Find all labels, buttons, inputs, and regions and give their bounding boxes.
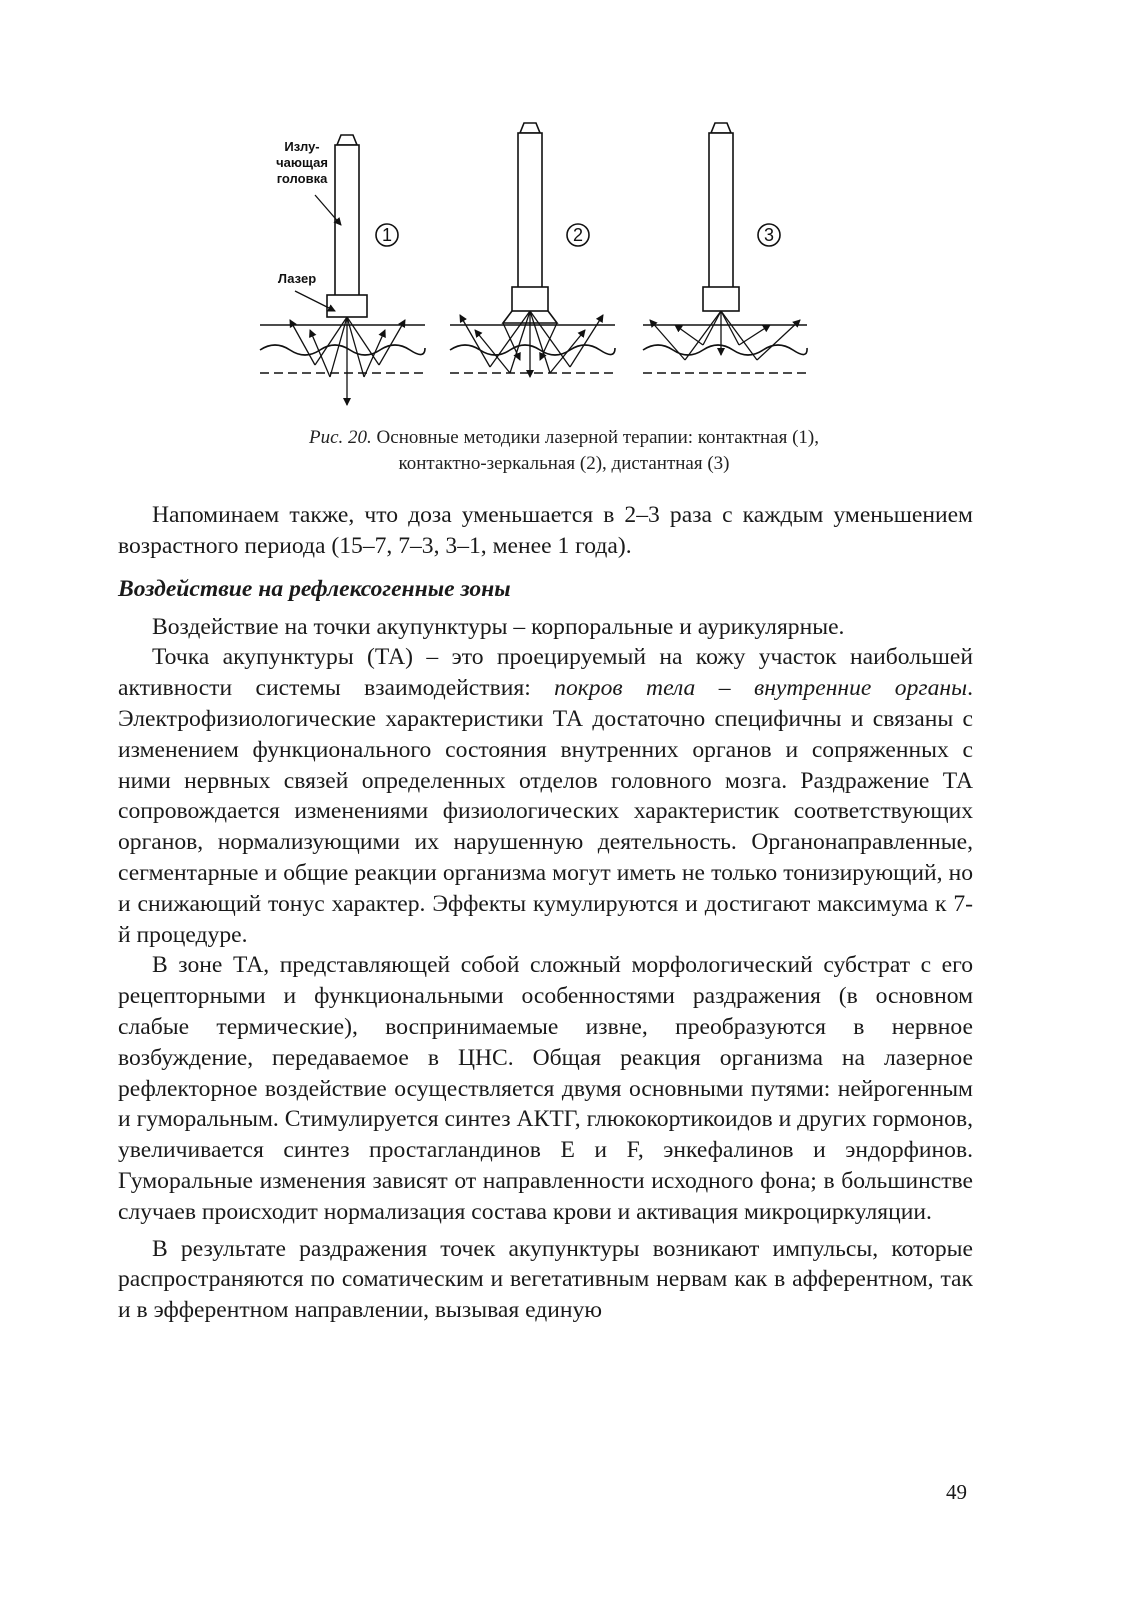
laser-therapy-figure bbox=[255, 115, 835, 425]
section-heading: Воздействие на рефлексогенные зоны bbox=[118, 575, 511, 602]
applicator-2 bbox=[503, 123, 557, 323]
caption-line-1: Основные методики лазерной терапии: контактная (1), bbox=[371, 427, 819, 448]
label-laser: Лазер bbox=[277, 271, 317, 286]
paragraph-dose: Напоминаем также, что доза уменьшается в 2–3 раза с каждым уменьшением возрастного периода (15–7, 7–3, 3–1, менее 1 года). bbox=[118, 502, 973, 559]
rays-3 bbox=[650, 311, 800, 360]
method-3-number: 3 bbox=[763, 225, 775, 245]
paragraph-acupuncture: Воздействие на точки акупунктуры – корпоральные и аурикулярные. bbox=[152, 613, 845, 640]
caption-line-2: контактно-зеркальная (2), дистантная (3) bbox=[398, 453, 730, 474]
rays-2 bbox=[460, 311, 603, 377]
figure-drawing bbox=[255, 115, 835, 425]
figure-caption bbox=[160, 425, 968, 477]
paragraph-ta-italic: покров тела – внутренние органы bbox=[554, 675, 968, 702]
paragraph-ta-zone: В зоне ТА, представляющей собой сложный морфологический субстрат с его рецепторными и функциональными особенностями раздражения (в основном слабые термические), воспринимаемые извне, преобразуются в нервное возбуждение, передаваемое в ЦНС. Общая реакция организма на лазерное рефлекторное воздействие осуществляется двумя основными путями: нейрогенным и гуморальным. Стимулируется синтез АКТГ, глюкокортикоидов и других гормонов, увеличивается синтез простагландинов E и F, энкефалинов и эндорфинов. Гуморальные изменения зависят от направленности исходного фона; в большинстве случаев происходит нормализация состава крови и активация микроциркуляции. bbox=[118, 952, 973, 1225]
label-head-2: чающая bbox=[276, 155, 328, 170]
paragraph-impulses: В результате раздражения точек акупунктуры возникают импульсы, которые распространяются по соматическим и вегетативным нервам как в афферентном, так и в эфферентном направлении, вызывая единую bbox=[118, 1235, 973, 1324]
caption-figure-number: Рис. 20. bbox=[309, 427, 372, 448]
applicator-1 bbox=[327, 135, 367, 317]
rays-1 bbox=[290, 317, 405, 405]
paragraph-ta-definition bbox=[118, 642, 973, 950]
method-1-number: 1 bbox=[381, 225, 393, 245]
method-2-number: 2 bbox=[572, 225, 584, 245]
label-head-1: Излу- bbox=[284, 139, 320, 154]
paragraph-ta-part-2: . Электрофизиологические характеристики ТА достаточно специфичны и связаны с изменением функционального состояния внутренних органов и сопряженных с ними нервных связей определенных отделов головного мозга. Раздражение ТА сопровождается изменениями физиологических характеристик соответствующих органов, нормализующими их нарушенную деятельность. Органонаправленные, сегментарные и общие реакции организма могут иметь не только тонизирующий, но и снижающий тонус характер. Эффекты кумулируются и достигают максимума к 7-й процедуре. bbox=[118, 675, 973, 948]
paragraph-ta-part-1: Точка акупунктуры (ТА) – это проецируемый на кожу участок наибольшей активности системы взаимодействия: bbox=[118, 644, 973, 702]
body-text bbox=[118, 500, 973, 1326]
applicator-3 bbox=[703, 123, 739, 311]
page-number: 49 bbox=[946, 1480, 967, 1504]
label-head-3: головка bbox=[276, 171, 328, 186]
